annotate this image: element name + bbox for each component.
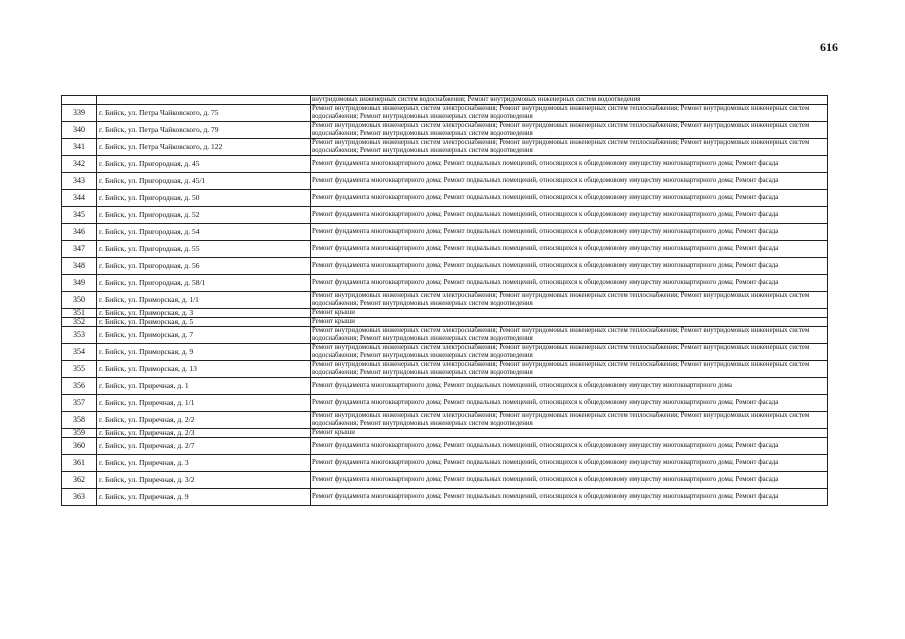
address-cell: г. Бийск, ул. Приречная, д. 1/1 xyxy=(97,395,311,412)
work-types-cell: Ремонт фундамента многоквартирного дома; Ремонт подвальных помещений, относящихся к общедомовому имуществу многоквартирного дома; Ремонт фасада xyxy=(311,472,828,489)
table-row xyxy=(62,96,828,105)
row-number-cell: 363 xyxy=(62,489,97,506)
address-cell: г. Бийск, ул. Приречная, д. 2/2 xyxy=(97,412,311,429)
address-cell: г. Бийск, ул. Пригородная, д. 45/1 xyxy=(97,173,311,190)
row-number-cell: 354 xyxy=(62,344,97,361)
address-cell: г. Бийск, ул. Приморская, д. 9 xyxy=(97,344,311,361)
address-cell: г. Бийск, ул. Пригородная, д. 54 xyxy=(97,224,311,241)
table-row xyxy=(62,489,828,506)
address-cell: г. Бийск, ул. Приречная, д. 2/7 xyxy=(97,438,311,455)
address-cell: г. Бийск, ул. Приморская, д. 13 xyxy=(97,361,311,378)
address-cell: г. Бийск, ул. Приречная, д. 1 xyxy=(97,378,311,395)
work-types-cell: Ремонт фундамента многоквартирного дома; Ремонт подвальных помещений, относящихся к общедомовому имуществу многоквартирного дома; Ремонт фасада xyxy=(311,241,828,258)
work-types-cell: Ремонт внутридомовых инженерных систем электроснабжения; Ремонт внутридомовых инженерных систем теплоснабжения; Ремонт внутридомовых инженерных систем водоснабжения; Ремонт внутридомовых инженерных систем водоотведения xyxy=(311,139,828,156)
table-row xyxy=(62,173,828,190)
work-types-cell: Ремонт внутридомовых инженерных систем электроснабжения; Ремонт внутридомовых инженерных систем теплоснабжения; Ремонт внутридомовых инженерных систем водоснабжения; Ремонт внутридомовых инженерных систем водоотведения xyxy=(311,361,828,378)
row-number-cell: 341 xyxy=(62,139,97,156)
address-cell: г. Бийск, ул. Петра Чайковского, д. 75 xyxy=(97,105,311,122)
address-cell: г. Бийск, ул. Пригородная, д. 50 xyxy=(97,190,311,207)
row-number-cell: 355 xyxy=(62,361,97,378)
table-row xyxy=(62,139,828,156)
row-number-cell: 349 xyxy=(62,275,97,292)
table-row xyxy=(62,344,828,361)
table-row xyxy=(62,438,828,455)
table-row xyxy=(62,455,828,472)
work-types-cell: Ремонт внутридомовых инженерных систем электроснабжения; Ремонт внутридомовых инженерных систем теплоснабжения; Ремонт внутридомовых инженерных систем водоснабжения; Ремонт внутридомовых инженерных систем водоотведения xyxy=(311,105,828,122)
address-cell: г. Бийск, ул. Приречная, д. 3 xyxy=(97,455,311,472)
repair-table xyxy=(61,95,828,506)
row-number-cell: 351 xyxy=(62,309,97,318)
address-cell: г. Бийск, ул. Петра Чайковского, д. 122 xyxy=(97,139,311,156)
work-types-cell: Ремонт фундамента многоквартирного дома; Ремонт подвальных помещений, относящихся к общедомовому имуществу многоквартирного дома; Ремонт фасада xyxy=(311,173,828,190)
table-row xyxy=(62,224,828,241)
address-cell: г. Бийск, ул. Петра Чайковского, д. 79 xyxy=(97,122,311,139)
table-row xyxy=(62,105,828,122)
work-types-cell: Ремонт внутридомовых инженерных систем электроснабжения; Ремонт внутридомовых инженерных систем теплоснабжения; Ремонт внутридомовых инженерных систем водоснабжения; Ремонт внутридомовых инженерных систем водоотведения xyxy=(311,122,828,139)
work-types-cell: Ремонт фундамента многоквартирного дома; Ремонт подвальных помещений, относящихся к общедомовому имуществу многоквартирного дома; Ремонт фасада xyxy=(311,395,828,412)
work-types-cell: Ремонт фундамента многоквартирного дома; Ремонт подвальных помещений, относящихся к общедомовому имуществу многоквартирного дома; Ремонт фасада xyxy=(311,455,828,472)
row-number-cell: 358 xyxy=(62,412,97,429)
table-row xyxy=(62,190,828,207)
table-row xyxy=(62,207,828,224)
work-types-cell: Ремонт внутридомовых инженерных систем электроснабжения; Ремонт внутридомовых инженерных систем теплоснабжения; Ремонт внутридомовых инженерных систем водоснабжения; Ремонт внутридомовых инженерных систем водоотведения xyxy=(311,344,828,361)
table-row xyxy=(62,378,828,395)
row-number-cell: 353 xyxy=(62,327,97,344)
row-number-cell: 340 xyxy=(62,122,97,139)
work-types-cell: Ремонт внутридомовых инженерных систем электроснабжения; Ремонт внутридомовых инженерных систем теплоснабжения; Ремонт внутридомовых инженерных систем водоснабжения; Ремонт внутридомовых инженерных систем водоотведения xyxy=(311,292,828,309)
row-number-cell: 356 xyxy=(62,378,97,395)
row-number-cell xyxy=(62,96,97,105)
address-cell: г. Бийск, ул. Пригородная, д. 55 xyxy=(97,241,311,258)
page-number: 616 xyxy=(820,40,838,54)
table-row xyxy=(62,156,828,173)
row-number-cell: 359 xyxy=(62,429,97,438)
address-cell: г. Бийск, ул. Приречная, д. 2/3 xyxy=(97,429,311,438)
work-types-cell: Ремонт крыши xyxy=(311,429,828,438)
work-types-cell: Ремонт крыши xyxy=(311,318,828,327)
address-cell: г. Бийск, ул. Приречная, д. 9 xyxy=(97,489,311,506)
work-types-cell: Ремонт фундамента многоквартирного дома; Ремонт подвальных помещений, относящихся к общедомовому имуществу многоквартирного дома; Ремонт фасада xyxy=(311,438,828,455)
address-cell: г. Бийск, ул. Пригородная, д. 52 xyxy=(97,207,311,224)
row-number-cell: 343 xyxy=(62,173,97,190)
row-number-cell: 347 xyxy=(62,241,97,258)
table-row xyxy=(62,258,828,275)
work-types-cell: Ремонт крыши xyxy=(311,309,828,318)
address-cell: г. Бийск, ул. Приморская, д. 3 xyxy=(97,309,311,318)
row-number-cell: 360 xyxy=(62,438,97,455)
row-number-cell: 352 xyxy=(62,318,97,327)
work-types-cell: Ремонт фундамента многоквартирного дома; Ремонт подвальных помещений, относящихся к общедомовому имуществу многоквартирного дома; Ремонт фасада xyxy=(311,275,828,292)
row-number-cell: 361 xyxy=(62,455,97,472)
work-types-cell: Ремонт фундамента многоквартирного дома; Ремонт подвальных помещений, относящихся к общедомовому имуществу многоквартирного дома xyxy=(311,378,828,395)
row-number-cell: 344 xyxy=(62,190,97,207)
address-cell: г. Бийск, ул. Пригородная, д. 45 xyxy=(97,156,311,173)
row-number-cell: 346 xyxy=(62,224,97,241)
work-types-cell: Ремонт фундамента многоквартирного дома; Ремонт подвальных помещений, относящихся к общедомовому имуществу многоквартирного дома; Ремонт фасада xyxy=(311,258,828,275)
address-cell: г. Бийск, ул. Пригородная, д. 58/1 xyxy=(97,275,311,292)
row-number-cell: 342 xyxy=(62,156,97,173)
table-row xyxy=(62,429,828,438)
row-number-cell: 348 xyxy=(62,258,97,275)
table-row xyxy=(62,241,828,258)
table-row xyxy=(62,122,828,139)
work-types-cell: Ремонт фундамента многоквартирного дома; Ремонт подвальных помещений, относящихся к общедомовому имуществу многоквартирного дома; Ремонт фасада xyxy=(311,207,828,224)
work-types-cell: внутридомовых инженерных систем водоснабжения; Ремонт внутридомовых инженерных систем водоотведения xyxy=(311,96,828,105)
address-cell: г. Бийск, ул. Приречная, д. 3/2 xyxy=(97,472,311,489)
row-number-cell: 345 xyxy=(62,207,97,224)
table-row xyxy=(62,309,828,318)
table-row xyxy=(62,318,828,327)
table-row xyxy=(62,395,828,412)
repair-table-body xyxy=(62,96,828,506)
work-types-cell: Ремонт внутридомовых инженерных систем электроснабжения; Ремонт внутридомовых инженерных систем теплоснабжения; Ремонт внутридомовых инженерных систем водоснабжения; Ремонт внутридомовых инженерных систем водоотведения xyxy=(311,412,828,429)
work-types-cell: Ремонт фундамента многоквартирного дома; Ремонт подвальных помещений, относящихся к общедомовому имуществу многоквартирного дома; Ремонт фасада xyxy=(311,489,828,506)
address-cell: г. Бийск, ул. Приморская, д. 1/1 xyxy=(97,292,311,309)
table-row xyxy=(62,412,828,429)
table-row xyxy=(62,275,828,292)
row-number-cell: 357 xyxy=(62,395,97,412)
address-cell xyxy=(97,96,311,105)
table-row xyxy=(62,327,828,344)
row-number-cell: 339 xyxy=(62,105,97,122)
table-row xyxy=(62,472,828,489)
row-number-cell: 350 xyxy=(62,292,97,309)
address-cell: г. Бийск, ул. Приморская, д. 5 xyxy=(97,318,311,327)
work-types-cell: Ремонт фундамента многоквартирного дома; Ремонт подвальных помещений, относящихся к общедомовому имуществу многоквартирного дома; Ремонт фасада xyxy=(311,156,828,173)
work-types-cell: Ремонт фундамента многоквартирного дома; Ремонт подвальных помещений, относящихся к общедомовому имуществу многоквартирного дома; Ремонт фасада xyxy=(311,190,828,207)
address-cell: г. Бийск, ул. Приморская, д. 7 xyxy=(97,327,311,344)
work-types-cell: Ремонт фундамента многоквартирного дома; Ремонт подвальных помещений, относящихся к общедомовому имуществу многоквартирного дома; Ремонт фасада xyxy=(311,224,828,241)
work-types-cell: Ремонт внутридомовых инженерных систем электроснабжения; Ремонт внутридомовых инженерных систем теплоснабжения; Ремонт внутридомовых инженерных систем водоснабжения; Ремонт внутридомовых инженерных систем водоотведения xyxy=(311,327,828,344)
table-row xyxy=(62,361,828,378)
address-cell: г. Бийск, ул. Пригородная, д. 56 xyxy=(97,258,311,275)
table-row xyxy=(62,292,828,309)
row-number-cell: 362 xyxy=(62,472,97,489)
